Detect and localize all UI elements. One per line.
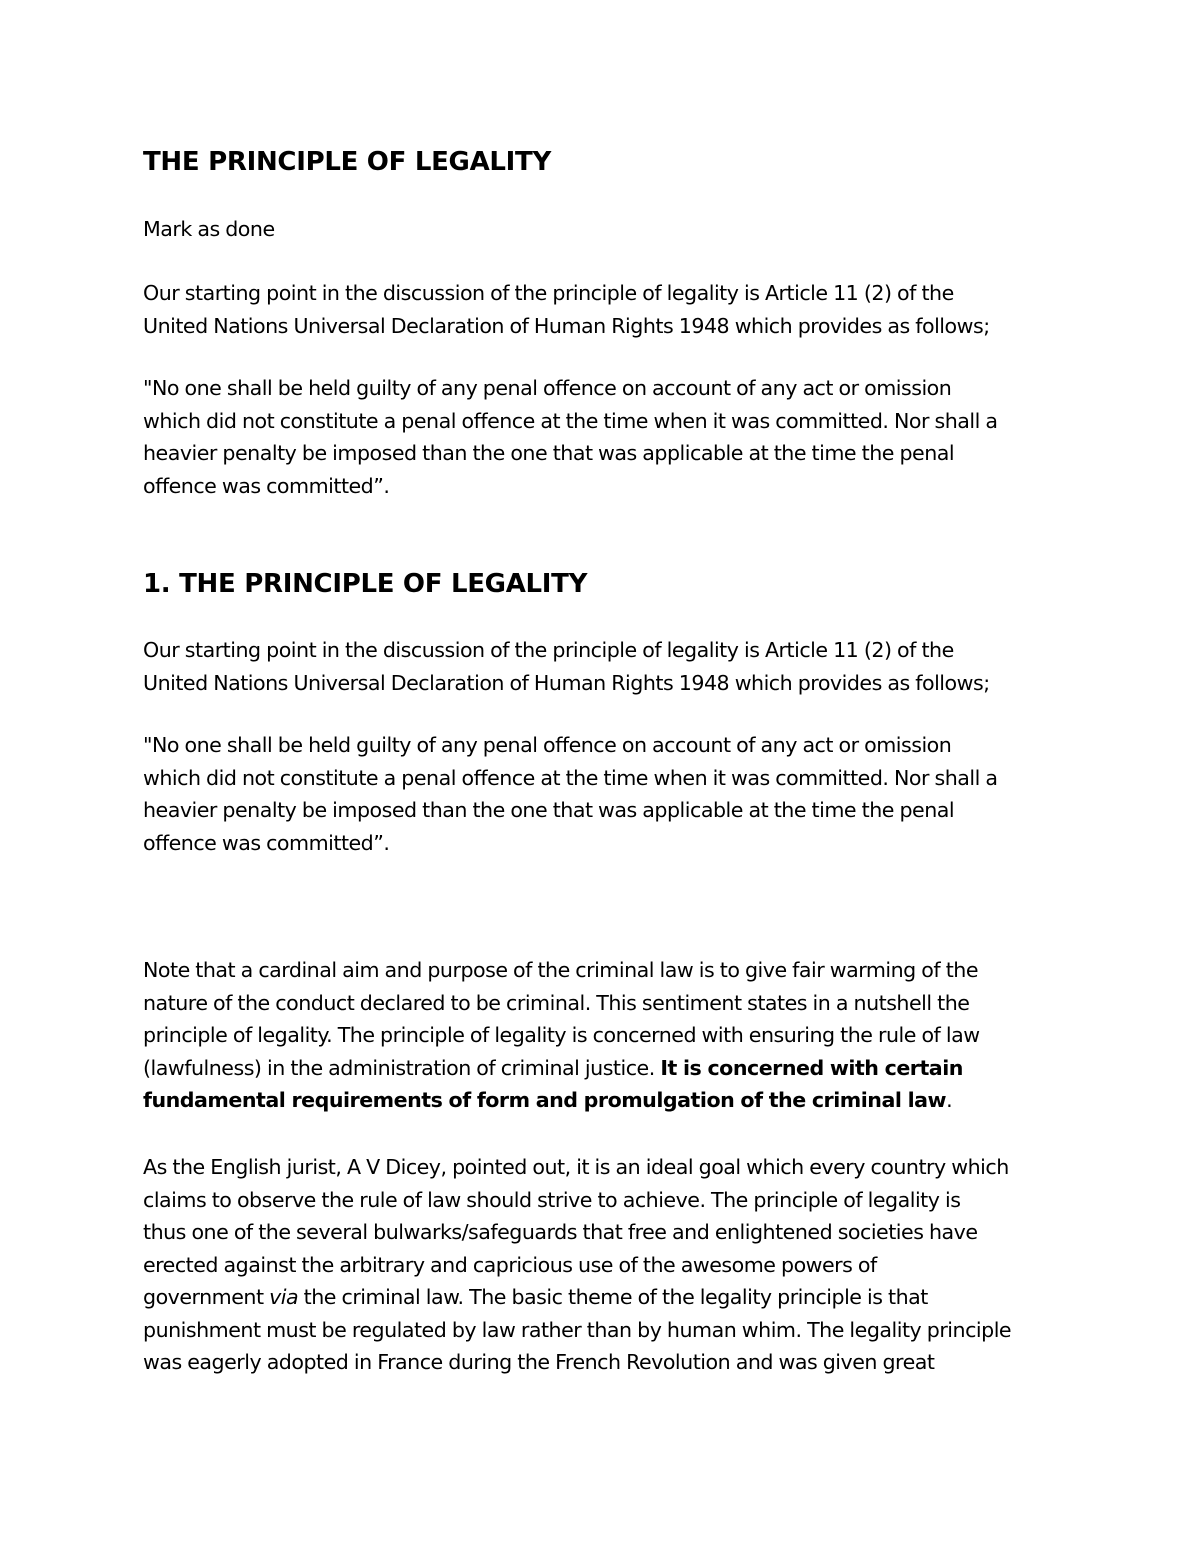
section-1-quote-paragraph [143,729,1073,859]
quote-line: heavier penalty be imposed than the one that was applicable at the time the penal [143,441,955,465]
quote-line: offence was committed”. [143,830,390,855]
intro-line: United Nations Universal Declaration of Human Rights 1948 which provides as follows; [143,313,990,338]
dicey-italic-text: via [269,1285,299,1309]
note-line: nature of the conduct declared to be criminal. This sentiment states in a nutshell the [143,990,970,1015]
quote-line: "No one shall be held guilty of any penal offence on account of any act or omission [143,733,952,757]
note-line [143,1052,1073,1085]
note-line: Note that a cardinal aim and purpose of the criminal law is to give fair warming of the [143,958,978,982]
dicey-line: erected against the arbitrary and capricious use of the awesome powers of [143,1252,877,1277]
dicey-line: punishment must be regulated by law rather than by human whim. The legality principle [143,1317,1012,1342]
quote-line: which did not constitute a penal offence at the time when it was committed. Nor shall a [143,408,998,433]
intro-line: Our starting point in the discussion of the principle of legality is Article 11 (2) of the [143,281,954,305]
intro-paragraph [143,277,1073,342]
dicey-paragraph [143,1151,1073,1379]
dicey-line: was eagerly adopted in France during the French Revolution and was given great [143,1350,935,1374]
note-text: . [946,1088,953,1112]
quote-paragraph [143,372,1073,502]
dicey-line [143,1281,1073,1314]
dicey-text: government [143,1285,270,1309]
dicey-line: As the English jurist, A V Dicey, pointed out, it is an ideal goal which every country which [143,1155,1009,1179]
section-1-heading: 1. THE PRINCIPLE OF LEGALITY [143,569,588,599]
quote-line: offence was committed”. [143,473,390,498]
quote-line: which did not constitute a penal offence at the time when it was committed. Nor shall a [143,765,998,790]
note-line: principle of legality. The principle of legality is concerned with ensuring the rule of law [143,1023,980,1047]
note-bold-text: fundamental requirements of form and promulgation of the criminal law [143,1088,947,1112]
document-page [143,0,1073,1553]
note-bold-text: It is concerned with certain [660,1055,963,1080]
note-paragraph [143,954,1073,1117]
dicey-text: the criminal law. The basic theme of the legality principle is that [298,1285,928,1309]
quote-line: heavier penalty be imposed than the one that was applicable at the time the penal [143,798,955,822]
page-title: THE PRINCIPLE OF LEGALITY [143,147,552,177]
quote-line: "No one shall be held guilty of any penal offence on account of any act or omission [143,376,952,400]
mark-as-done-text: Mark as done [143,217,275,241]
section-1-intro-paragraph [143,634,1073,699]
dicey-line: thus one of the several bulwarks/safeguards that free and enlightened societies have [143,1220,978,1244]
intro-line: Our starting point in the discussion of the principle of legality is Article 11 (2) of the [143,638,954,662]
note-text: (lawfulness) in the administration of criminal justice. [143,1055,661,1080]
intro-line: United Nations Universal Declaration of Human Rights 1948 which provides as follows; [143,670,990,695]
dicey-line: claims to observe the rule of law should strive to achieve. The principle of legality is [143,1187,961,1212]
note-line [143,1084,1073,1117]
